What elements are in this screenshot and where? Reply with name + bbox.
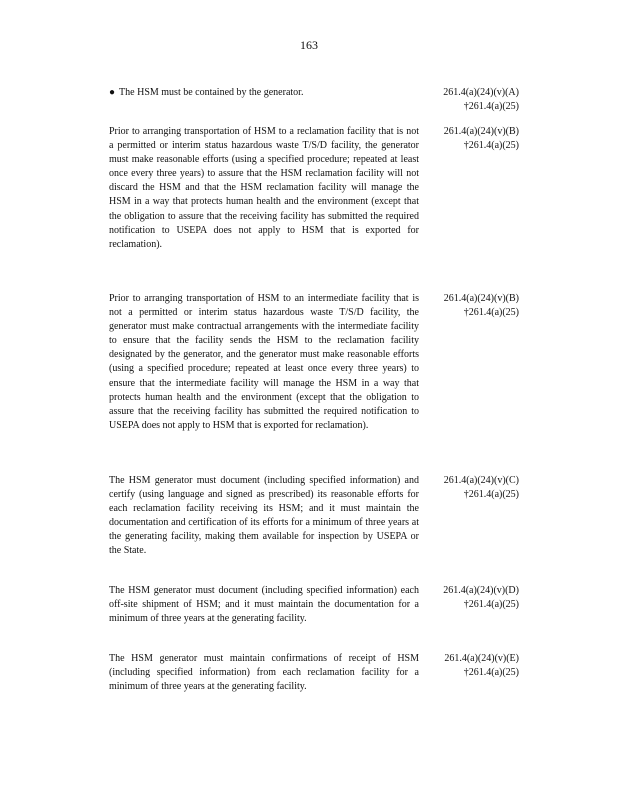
citation-primary: 261.4(a)(24)(v)(D) <box>443 585 519 596</box>
citation-primary: 261.4(a)(24)(v)(B) <box>443 126 519 137</box>
citation <box>444 292 519 320</box>
page-number: 163 <box>300 38 318 52</box>
citation <box>443 86 519 114</box>
citation <box>444 474 519 502</box>
entry-text-body: The HSM must be contained by the generator. <box>119 87 304 98</box>
entry-text: The HSM generator must document (including specified information) each off-site shipment of HSM; and it must maintain the documentation for a minimum of three years at the generating facility. <box>109 585 419 625</box>
entry-text: Prior to arranging transportation of HSM to an intermediate facility that is not a permitted or interim status hazardous waste T/S/D facility, the generator must make contractual arrangements with the intermediate facility to ensure that the facility sends the HSM to the reclamation facility designated by the generator, and the generator must make reasonable efforts (using a specified procedure; repeated at least once every three years) to ensure that the intermediate facility will manage the HSM in a way that protects human health and the environment (except that the obligation to assure that the receiving facility has submitted the required notification to USEPA does not apply to HSM that is exported for reclamation). <box>109 293 419 431</box>
citation-secondary: †261.4(a)(25) <box>463 140 519 152</box>
citation-primary: 261.4(a)(24)(v)(C) <box>443 475 519 486</box>
citation <box>444 652 519 680</box>
entry-text: The HSM generator must maintain confirmations of receipt of HSM (including specified information) from each reclamation facility for a minimum of three years at the generating facility. <box>109 653 419 693</box>
citation-secondary: †261.4(a)(25) <box>463 667 519 679</box>
citation-secondary: †261.4(a)(25) <box>463 307 519 319</box>
entry-text: Prior to arranging transportation of HSM to a reclamation facility that is not a permitted or interim status hazardous waste T/S/D facility, the generator must make reasonable efforts (using a specified procedure; repeated at least once every three years) to assure that the HSM reclamation facility will not discard the HSM and that the HSM reclamation facility will manage the HSM in a way that protects human health and the environment (except that the obligation to assure that the receiving facility has submitted the required notification to USEPA does not apply to HSM that is exported for reclamation). <box>109 126 419 250</box>
entry-text <box>109 86 419 100</box>
citation-secondary: †261.4(a)(25) <box>463 599 519 611</box>
entry-text: The HSM generator must document (including specified information) and certify (using language and signed as prescribed) its reasonable efforts for each reclamation facility receiving its HSM; and it must maintain the documentation and certification of its efforts for a minimum of three years at the generating facility, making them available for inspection by USEPA or the State. <box>109 475 419 557</box>
bullet-icon: ● <box>109 87 116 98</box>
citation-primary: 261.4(a)(24)(v)(E) <box>444 653 519 664</box>
citation-secondary: †261.4(a)(25) <box>463 101 519 113</box>
citation-primary: 261.4(a)(24)(v)(B) <box>443 293 519 304</box>
citation-secondary: †261.4(a)(25) <box>463 489 519 501</box>
citation <box>444 125 519 153</box>
citation-primary: 261.4(a)(24)(v)(A) <box>443 87 519 98</box>
citation <box>443 584 519 612</box>
